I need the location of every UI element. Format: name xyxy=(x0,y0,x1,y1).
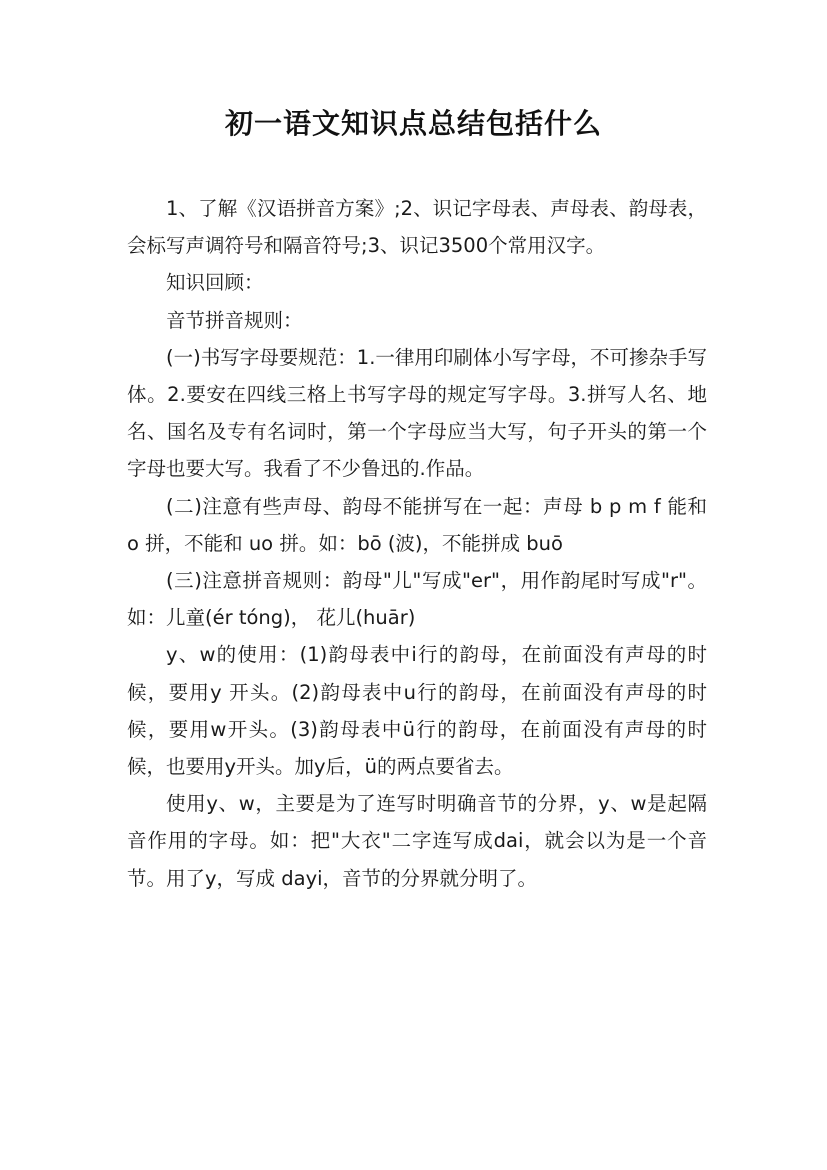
paragraph-yw-purpose: 使用y、w，主要是为了连写时明确音节的分界，y、w是起隔音作用的字母。如：把"大衣"二字连写成dai，就会以为是一个音节。用了y，写成 dayi，音节的分界就分明了。 xyxy=(127,792,707,890)
paragraph-rule-three: (三)注意拼音规则：韵母"儿"写成"er"，用作韵尾时写成"r"。如：儿童(ér tóng)， 花儿(huār) xyxy=(127,569,707,630)
paragraph-knowledge-review: 知识回顾： xyxy=(166,271,264,295)
paragraph-rule-one: (一)书写字母要规范：1.一律用印刷体小写字母，不可掺杂手写体。2.要安在四线三格上书写字母的规定写字母。3.拼写人名、地名、国名及专有名词时，第一个字母应当大写，句子开头的第一个字母也要大写。我看了不少鲁迅的.作品。 xyxy=(127,345,707,481)
paragraph-rule-two: (二)注意有些声母、韵母不能拼写在一起：声母 b p m f 能和 o 拼，不能和 uo 拼。如：bō (波)，不能拼成 buō xyxy=(127,494,707,555)
document-body xyxy=(127,190,707,897)
paragraph-syllable-rules: 音节拼音规则： xyxy=(166,308,303,332)
document-title: 初一语文知识点总结包括什么 xyxy=(224,107,602,140)
paragraph-objectives: 1、了解《汉语拼音方案》;2、识记字母表、声母表、韵母表，会标写声调符号和隔音符号;3、识记3500个常用汉字。 xyxy=(127,197,707,258)
paragraph-yw-usage: y、w的使用：(1)韵母表中i行的韵母，在前面没有声母的时候，要用y 开头。(2)韵母表中u行的韵母，在前面没有声母的时候，要用w开头。(3)韵母表中ü行的韵母，在前面没有声母的时候，也要用y开头。加y后，ü的两点要省去。 xyxy=(127,643,707,779)
